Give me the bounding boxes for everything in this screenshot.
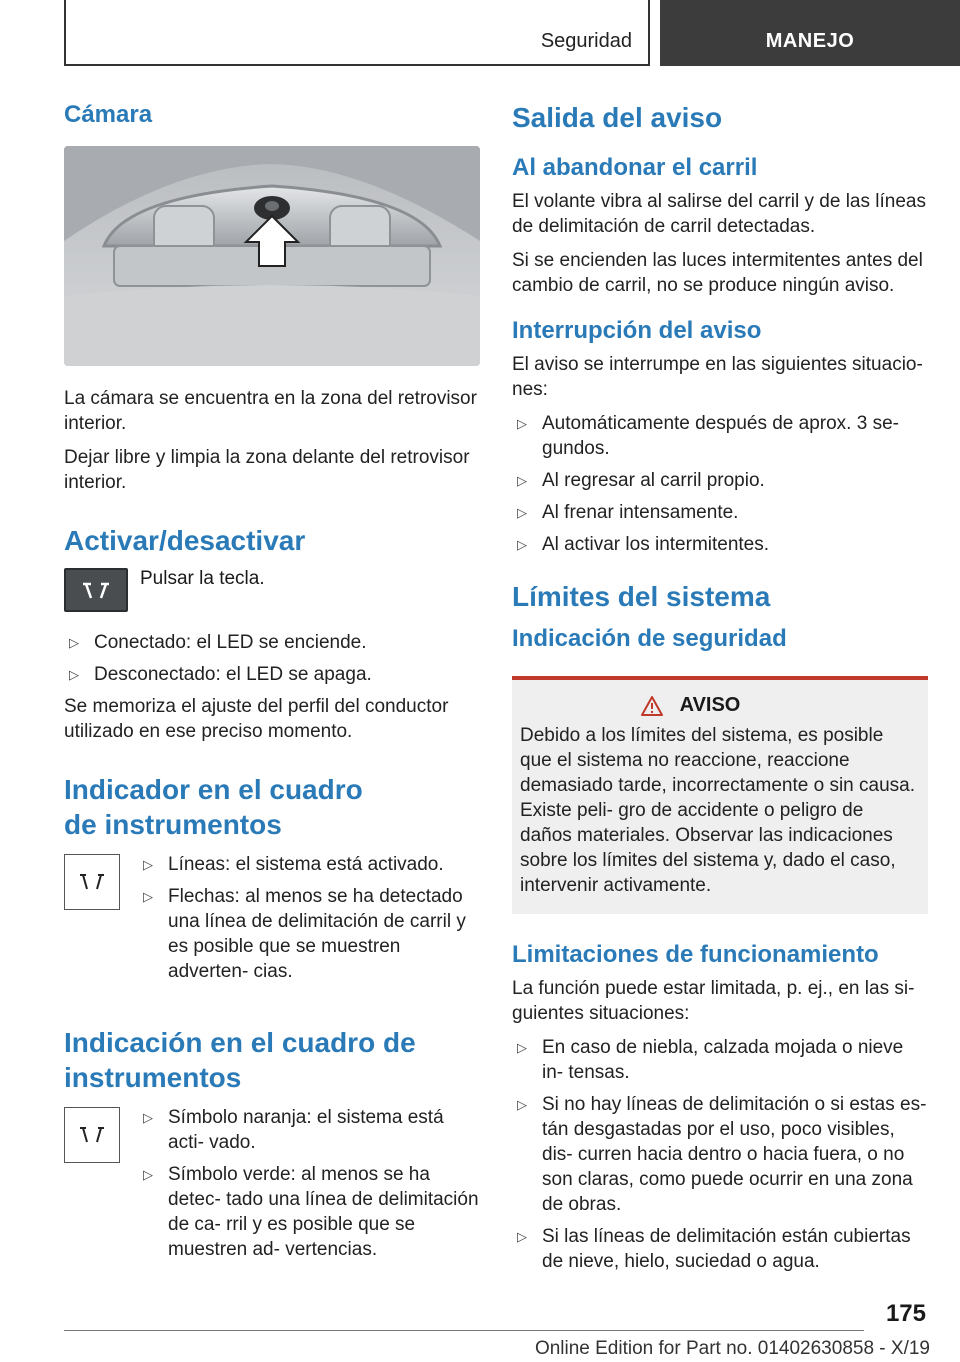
warning-triangle-icon — [640, 695, 664, 717]
triangle-bullet-icon: ▷ — [143, 1110, 153, 1125]
function-limits-heading: Limitaciones de funcionamiento — [512, 941, 879, 968]
function-limits-paragraph: La función puede estar limitada, p. ej., en las si‐ guientes situaciones: — [512, 978, 915, 1024]
triangle-bullet-icon: ▷ — [143, 889, 153, 904]
toggle-key-row — [64, 568, 480, 612]
lane-indicator-icon — [64, 854, 120, 910]
indication-list — [138, 1105, 480, 1269]
triangle-bullet-icon: ▷ — [517, 1097, 527, 1112]
header-section-label: Seguridad — [540, 30, 632, 52]
left-column — [64, 100, 480, 1275]
triangle-bullet-icon: ▷ — [517, 473, 527, 488]
toggle-list — [64, 630, 480, 687]
indicator-heading: Indicador en el cuadro de instrumentos — [64, 774, 363, 840]
interrupt-paragraph: El aviso se interrumpe en las siguientes situacio‐ nes: — [512, 354, 923, 400]
list-item: ▷ Al regresar al carril propio. — [517, 470, 765, 491]
car-interior-illustration — [64, 146, 480, 366]
leave-paragraph-2: Si se encienden las luces intermitentes antes del cambio de carril, no se produce ningún aviso. — [512, 250, 923, 296]
list-item: ▷ Flechas: al menos se ha detectado una línea de delimitación de carril y es posible que se muestren adverten‐ cias. — [143, 886, 466, 982]
header-chapter-tab — [660, 0, 960, 66]
list-item: ▷ Al frenar intensamente. — [517, 502, 739, 523]
triangle-bullet-icon: ▷ — [143, 1167, 153, 1182]
function-limits-list — [512, 1035, 928, 1274]
header-section-box — [64, 0, 650, 66]
list-item: ▷ En caso de niebla, calzada mojada o nieve in‐ tensas. — [517, 1037, 904, 1083]
indication-row — [64, 1105, 480, 1275]
list-item: ▷ Automáticamente después de aprox. 3 se‐ gundos. — [517, 413, 899, 459]
triangle-bullet-icon: ▷ — [69, 667, 79, 682]
lane-button-icon — [64, 568, 128, 612]
list-item: ▷ Desconectado: el LED se apaga. — [69, 664, 372, 685]
triangle-bullet-icon: ▷ — [143, 857, 153, 872]
leave-lane-heading: Al abandonar el carril — [512, 154, 758, 181]
limits-heading: Límites del sistema — [512, 581, 771, 612]
list-item: ▷ Si no hay líneas de delimitación o si estas es‐ tán desgastadas por el uso, poco visibles, dis‐ curren hacia dentro o hacia fuera, o no son claras, como puede ocurrir en una zona de obras. — [517, 1094, 927, 1215]
triangle-bullet-icon: ▷ — [517, 1229, 527, 1244]
list-item: ▷ Al activar los intermitentes. — [517, 534, 770, 555]
interrupt-heading: Interrupción del aviso — [512, 317, 762, 344]
triangle-bullet-icon: ▷ — [517, 1040, 527, 1055]
list-item: ▷ Conectado: el LED se enciende. — [69, 632, 367, 653]
indicator-list — [138, 852, 480, 991]
list-item: ▷ Símbolo naranja: el sistema está acti‐ vado. — [143, 1107, 444, 1153]
safety-heading: Indicación de seguridad — [512, 625, 787, 652]
right-column — [512, 100, 928, 1281]
list-item: ▷ Símbolo verde: al menos se ha detec‐ tado una línea de delimitación de ca‐ rril y es posible que se muestren ad‐ vertencias. — [143, 1164, 479, 1260]
leave-paragraph-1: El volante vibra al salirse del carril y de las líneas de delimitación de carril detectadas. — [512, 191, 926, 237]
list-item: ▷ Líneas: el sistema está activado. — [143, 854, 444, 875]
toggle-paragraph: Se memoriza el ajuste del perfil del conductor utilizado en ese preciso momento. — [64, 696, 449, 742]
warning-text: Debido a los límites del sistema, es posible que el sistema no reaccione, reaccione demasiado tarde, incorrectamente o sin causa. Existe peli‐ gro de accidente o peligro de daños materiales. Observar las indicaciones sobre los límites del sistema y, dado el caso, intervenir activamente. — [520, 725, 915, 896]
camera-paragraph-2: Dejar libre y limpia la zona delante del retrovisor interior. — [64, 447, 470, 493]
triangle-bullet-icon: ▷ — [69, 635, 79, 650]
interrupt-list — [512, 411, 928, 557]
indicator-row — [64, 852, 480, 997]
warning-box — [512, 676, 928, 914]
camera-heading: Cámara — [64, 101, 153, 128]
output-heading: Salida del aviso — [512, 102, 723, 133]
toggle-heading: Activar/desactivar — [64, 525, 306, 556]
warning-header — [520, 694, 920, 717]
triangle-bullet-icon: ▷ — [517, 537, 527, 552]
indication-heading: Indicación en el cuadro de instrumentos — [64, 1027, 416, 1093]
lane-indication-icon — [64, 1107, 120, 1163]
footer-divider — [64, 1330, 864, 1331]
camera-photo — [64, 146, 480, 366]
header-chapter-label: MANEJO — [765, 30, 855, 52]
page-number: 175 — [885, 1300, 926, 1327]
toggle-key-text: Pulsar la tecla. — [140, 568, 265, 589]
triangle-bullet-icon: ▷ — [517, 416, 527, 431]
list-item: ▷ Si las líneas de delimitación están cubiertas de nieve, hielo, suciedad o agua. — [517, 1226, 911, 1272]
footer-edition: Online Edition for Part no. 01402630858 - X/19 — [534, 1338, 930, 1359]
camera-paragraph-1: La cámara se encuentra en la zona del retrovisor interior. — [64, 388, 477, 434]
warning-label: AVISO — [679, 694, 741, 716]
triangle-bullet-icon: ▷ — [517, 505, 527, 520]
